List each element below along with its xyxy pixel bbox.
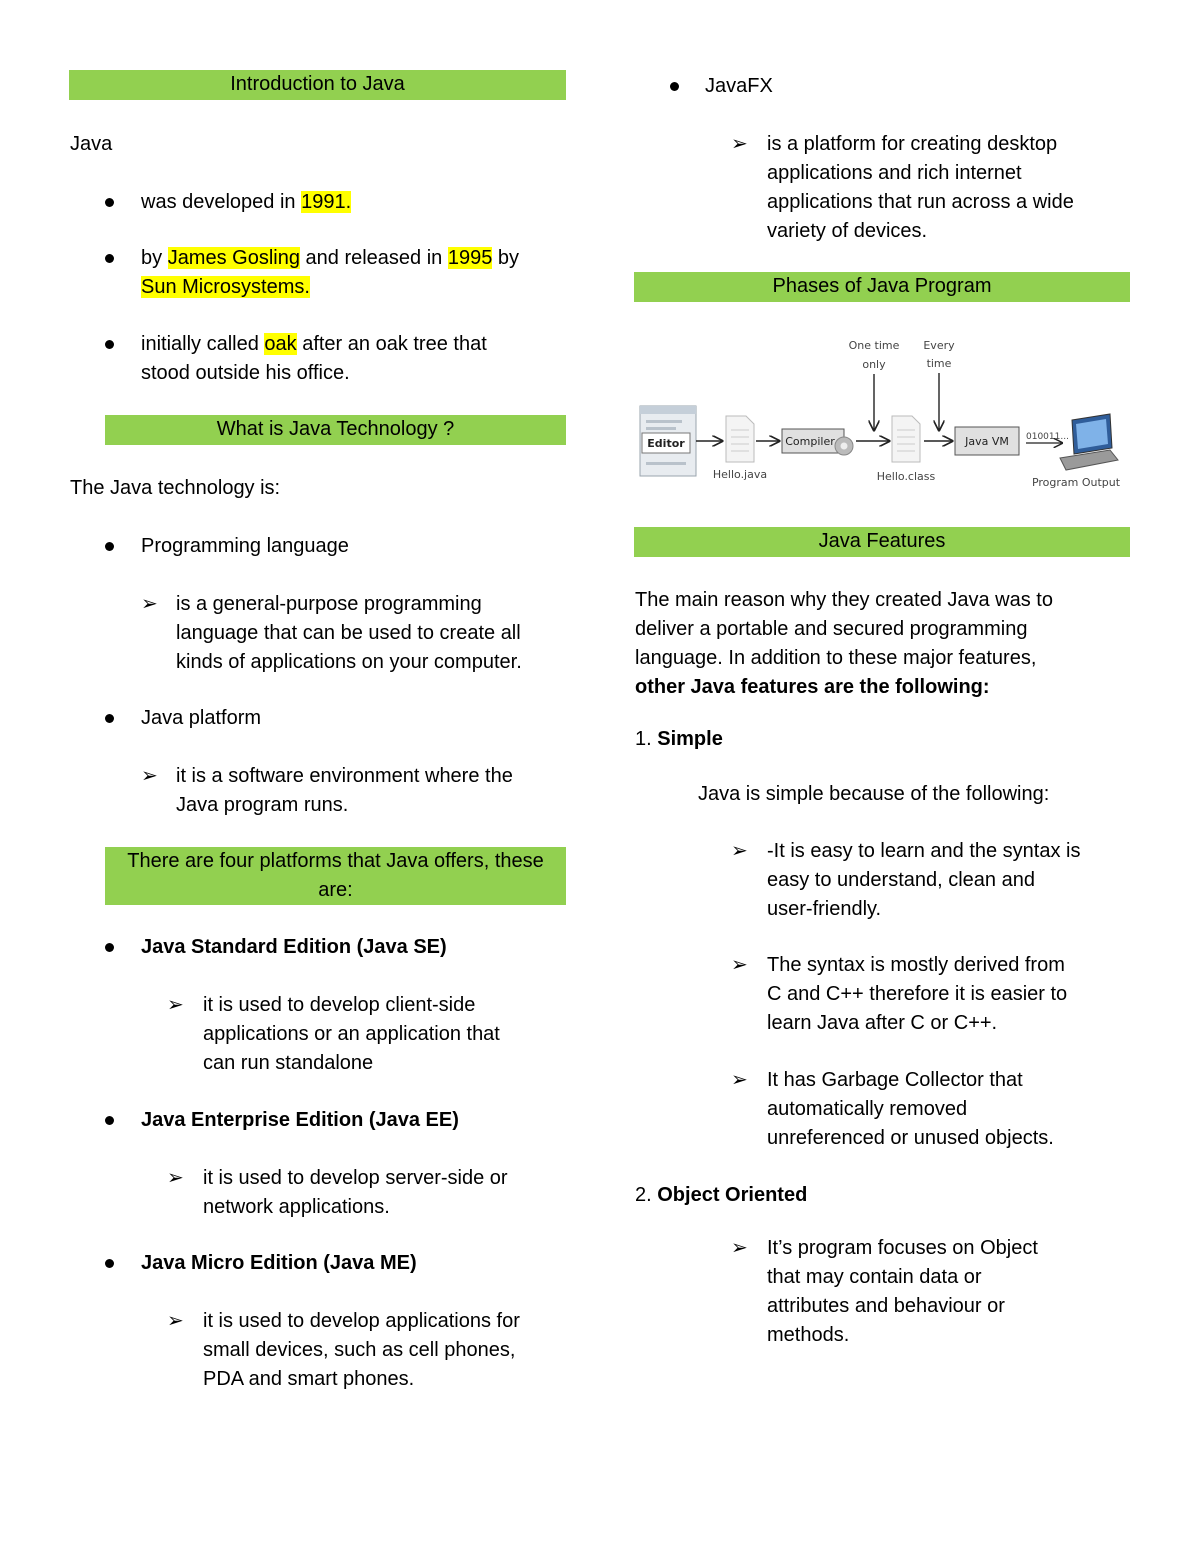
one-time-label: One time — [848, 339, 900, 352]
java-platform-label: Java platform — [141, 707, 262, 729]
bullet-dot-icon — [105, 943, 114, 952]
fact-oak — [141, 330, 581, 388]
desc-line: variety of devices. — [767, 220, 928, 242]
bullet-dot-icon — [670, 82, 679, 91]
prog-lang-desc — [176, 590, 576, 677]
simple-point-1 — [767, 837, 1137, 924]
every-time-label: time — [926, 357, 952, 370]
simple-intro: Java is simple because of the following: — [698, 783, 1050, 805]
document-icon — [726, 416, 754, 462]
fact-text: and released in — [299, 247, 448, 269]
highlight-company: Sun Microsystems. — [141, 276, 310, 298]
jvm-label: Java VM — [965, 435, 1009, 448]
desc-line: that may contain data or — [767, 1266, 982, 1288]
fact-developed — [141, 188, 351, 217]
desc-line: automatically removed — [767, 1098, 968, 1120]
desc-line: network applications. — [203, 1196, 390, 1218]
desc-line: user-friendly. — [767, 898, 882, 920]
one-time-label: only — [862, 358, 886, 371]
desc-line: learn Java after C or C++. — [767, 1012, 998, 1034]
every-time-label: Every — [923, 339, 955, 352]
desc-line: it is a software environment where the — [176, 765, 513, 787]
desc-line: is a platform for creating desktop — [767, 133, 1058, 155]
intro-line: language. In addition to these major features, — [635, 647, 1037, 669]
hello-java-label: Hello.java — [712, 468, 768, 481]
feature-title: Simple — [657, 728, 723, 750]
desc-line: can run standalone — [203, 1052, 374, 1074]
desc-line: methods. — [767, 1324, 850, 1346]
desc-line: kinds of applications on your computer. — [176, 651, 522, 673]
desc-line: It has Garbage Collector that — [767, 1069, 1023, 1091]
java-se-label: Java Standard Edition (Java SE) — [141, 936, 447, 958]
arrowhead-bullet-icon: ➢ — [167, 1310, 184, 1332]
highlight-year: 1995 — [447, 247, 493, 269]
highlight-year: 1991. — [301, 191, 352, 213]
fact-text: after an oak tree that — [296, 333, 487, 355]
fact-text: initially called — [141, 333, 265, 355]
desc-line: small devices, such as cell phones, — [203, 1339, 516, 1361]
desc-line: C and C++ therefore it is easier to — [767, 983, 1068, 1005]
java-me-desc — [203, 1307, 563, 1394]
header-line: are: — [318, 879, 353, 901]
desc-line: applications or an application that — [203, 1023, 500, 1045]
java-label: Java — [70, 133, 113, 155]
fact-text: was developed in — [141, 191, 302, 213]
arrowhead-bullet-icon: ➢ — [141, 765, 158, 787]
hello-class-label: Hello.class — [876, 470, 936, 483]
desc-line: applications and rich internet — [767, 162, 1022, 184]
javafx-label: JavaFX — [705, 75, 773, 97]
desc-line: PDA and smart phones. — [203, 1368, 415, 1390]
java-ee-label: Java Enterprise Edition (Java EE) — [141, 1109, 459, 1131]
desc-line: The syntax is mostly derived from — [767, 954, 1065, 976]
document-icon — [892, 416, 920, 462]
javafx-desc — [767, 130, 1137, 246]
java-me-label: Java Micro Edition (Java ME) — [141, 1252, 417, 1274]
bullet-dot-icon — [105, 1116, 114, 1125]
bullet-dot-icon — [105, 198, 114, 207]
fact-gosling — [141, 244, 581, 302]
output-bits-label: 010011... — [1026, 432, 1069, 442]
java-se-desc — [203, 991, 563, 1078]
arrowhead-bullet-icon: ➢ — [731, 1237, 748, 1259]
arrowhead-bullet-icon: ➢ — [141, 593, 158, 615]
feature-number: 2. — [635, 1184, 658, 1206]
features-intro — [635, 586, 1135, 702]
desc-line: it is used to develop server-side or — [203, 1167, 508, 1189]
intro-line: deliver a portable and secured programming — [635, 618, 1028, 640]
desc-line: -It is easy to learn and the syntax is — [767, 840, 1081, 862]
laptop-icon — [1060, 414, 1118, 470]
highlight-name: oak — [264, 333, 297, 355]
phases-header: Phases of Java Program — [634, 272, 1130, 302]
bullet-dot-icon — [105, 254, 114, 263]
tech-intro: The Java technology is: — [70, 477, 281, 499]
editor-label: Editor — [647, 437, 685, 450]
arrowhead-bullet-icon: ➢ — [167, 994, 184, 1016]
simple-point-3 — [767, 1066, 1137, 1153]
oo-heading — [635, 1181, 807, 1210]
desc-line: It’s program focuses on Object — [767, 1237, 1038, 1259]
desc-line: applications that run across a wide — [767, 191, 1074, 213]
bullet-dot-icon — [105, 1259, 114, 1268]
gear-icon — [835, 437, 853, 455]
desc-line: easy to understand, clean and — [767, 869, 1035, 891]
program-output-label: Program Output — [1031, 476, 1121, 489]
bullet-dot-icon — [105, 340, 114, 349]
desc-line: it is used to develop client-side — [203, 994, 476, 1016]
intro-header: Introduction to Java — [69, 70, 566, 100]
desc-line: language that can be used to create all — [176, 622, 521, 644]
arrowhead-bullet-icon: ➢ — [731, 1069, 748, 1091]
fact-text: by — [141, 247, 168, 269]
bullet-dot-icon — [105, 542, 114, 551]
tech-header: What is Java Technology ? — [105, 415, 566, 445]
arrowhead-bullet-icon: ➢ — [731, 840, 748, 862]
desc-line: is a general-purpose programming — [176, 593, 482, 615]
desc-line: Java program runs. — [176, 794, 349, 816]
simple-point-2 — [767, 951, 1137, 1038]
simple-heading — [635, 725, 723, 754]
intro-line: The main reason why they created Java was to — [635, 589, 1053, 611]
arrowhead-bullet-icon: ➢ — [731, 133, 748, 155]
prog-lang-label: Programming language — [141, 535, 349, 557]
fact-text: stood outside his office. — [141, 362, 350, 384]
phases-diagram — [634, 330, 1134, 505]
features-header: Java Features — [634, 527, 1130, 557]
intro-line-bold: other Java features are the following: — [635, 676, 990, 698]
desc-line: unreferenced or unused objects. — [767, 1127, 1054, 1149]
platforms-header — [105, 847, 566, 905]
feature-title: Object Oriented — [657, 1184, 808, 1206]
java-ee-desc — [203, 1164, 563, 1222]
desc-line: attributes and behaviour or — [767, 1295, 1005, 1317]
oo-point-1 — [767, 1234, 1137, 1350]
feature-number: 1. — [635, 728, 658, 750]
arrowhead-bullet-icon: ➢ — [731, 954, 748, 976]
bullet-dot-icon — [105, 714, 114, 723]
java-platform-desc — [176, 762, 576, 820]
desc-line: it is used to develop applications for — [203, 1310, 520, 1332]
highlight-author: James Gosling — [167, 247, 300, 269]
arrowhead-bullet-icon: ➢ — [167, 1167, 184, 1189]
fact-text: by — [492, 247, 520, 269]
header-line: There are four platforms that Java offers, these — [127, 850, 544, 872]
compiler-label: Compiler — [785, 435, 835, 448]
